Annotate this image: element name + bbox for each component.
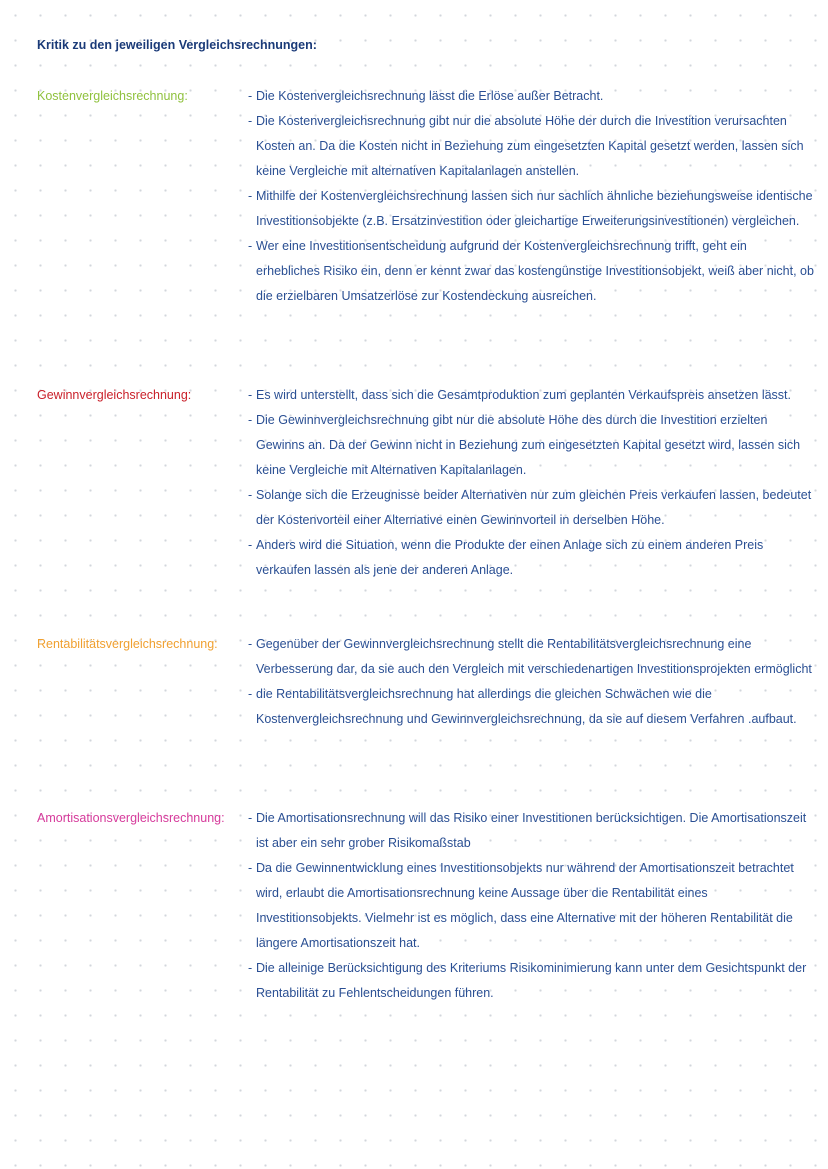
section-label: Kostenvergleichsrechnung:: [37, 89, 188, 103]
critique-list: [248, 632, 814, 732]
critique-point: - die Rentabilitätsvergleichsrechnung hat allerdings die gleichen Schwächen wie die Kostenvergleichsrechnung und Gewinnvergleichsrechnung, da sie auf diesem Verfahren .aufbaut.: [248, 687, 797, 726]
critique-point: - Die Gewinnvergleichsrechnung gibt nur die absolute Höhe des durch die Investition erzielten Gewinns an. Da der Gewinn nicht in Beziehung zum eingesetzten Kapital gesetzt wird, lassen sich keine Vergleiche mit Alternativen Kapitalanlagen.: [248, 413, 801, 477]
critique-point: - Die Amortisationsrechnung will das Risiko einer Investitionen berücksichtigen. Die Amortisationszeit ist aber ein sehr grober Risikomaßstab: [248, 811, 807, 850]
critique-point: - Solange sich die Erzeugnisse beider Alternativen nur zum gleichen Preis verkaufen lassen, bedeutet der Kostenvorteil einer Alternative einen Gewinnvorteil in derselben Höhe.: [248, 488, 812, 527]
critique-point: - Die Kostenvergleichsrechnung lässt die Erlöse außer Betracht.: [248, 89, 604, 103]
section-label: Rentabilitätsvergleichsrechnung:: [37, 637, 218, 651]
critique-point: - Die Kostenvergleichsrechnung gibt nur die absolute Höhe der durch die Investition verursachten Kosten an. Da die Kosten nicht in Beziehung zum eingesetzten Kapital gesetzt werden, lassen sich keine Vergleiche mit alternativen Kapitalanlagen anstellen.: [248, 114, 804, 178]
critique-list: [248, 806, 814, 1006]
critique-point: - Es wird unterstellt, dass sich die Gesamtproduktion zum geplanten Verkaufspreis ansetzen lässt.: [248, 388, 791, 402]
page-title: Kritik zu den jeweiligen Vergleichsrechnungen:: [37, 38, 317, 52]
critique-point: - Die alleinige Berücksichtigung des Kriteriums Risikominimierung kann unter dem Gesichtspunkt der Rentabilität zu Fehlentscheidungen führen.: [248, 961, 807, 1000]
critique-point: - Da die Gewinnentwicklung eines Investitionsobjekts nur während der Amortisationszeit betrachtet wird, erlaubt die Amortisationsrechnung keine Aussage über die Rentabilität eines Investitionsobjekts. Vielmehr ist es möglich, dass eine Alternative mit der höheren Rentabilität die längere Amortisationszeit hat.: [248, 861, 794, 950]
critique-point: - Anders wird die Situation, wenn die Produkte der einen Anlage sich zu einem anderen Preis verkaufen lassen als jene der anderen Anlage.: [248, 538, 764, 577]
section-label: Gewinnvergleichsrechnung:: [37, 388, 192, 402]
section-label: Amortisationsvergleichsrechnung:: [37, 811, 225, 825]
critique-point: - Gegenüber der Gewinnvergleichsrechnung stellt die Rentabilitätsvergleichsrechnung eine Verbesserung dar, da sie auch den Vergleich mit verschiedenartigen Investitionsprojekten ermöglicht: [248, 637, 812, 676]
critique-list: [248, 84, 814, 309]
critique-point: - Wer eine Investitionsentscheidung aufgrund der Kostenvergleichsrechnung trifft, geht ein erhebliches Risiko ein, denn er kennt zwar das kostengünstige Investitionsobjekt, weiß aber nicht, ob die erzielbaren Umsatzerlöse zur Kostendeckung ausreichen.: [248, 239, 814, 303]
critique-point: - Mithilfe der Kostenvergleichsrechnung lassen sich nur sachlich ähnliche beziehungsweise identische Investitionsobjekte (z.B. Ersatzinvestition oder gleichartige Erweiterungsinvestitionen) vergleichen.: [248, 189, 813, 228]
critique-list: [248, 383, 814, 583]
